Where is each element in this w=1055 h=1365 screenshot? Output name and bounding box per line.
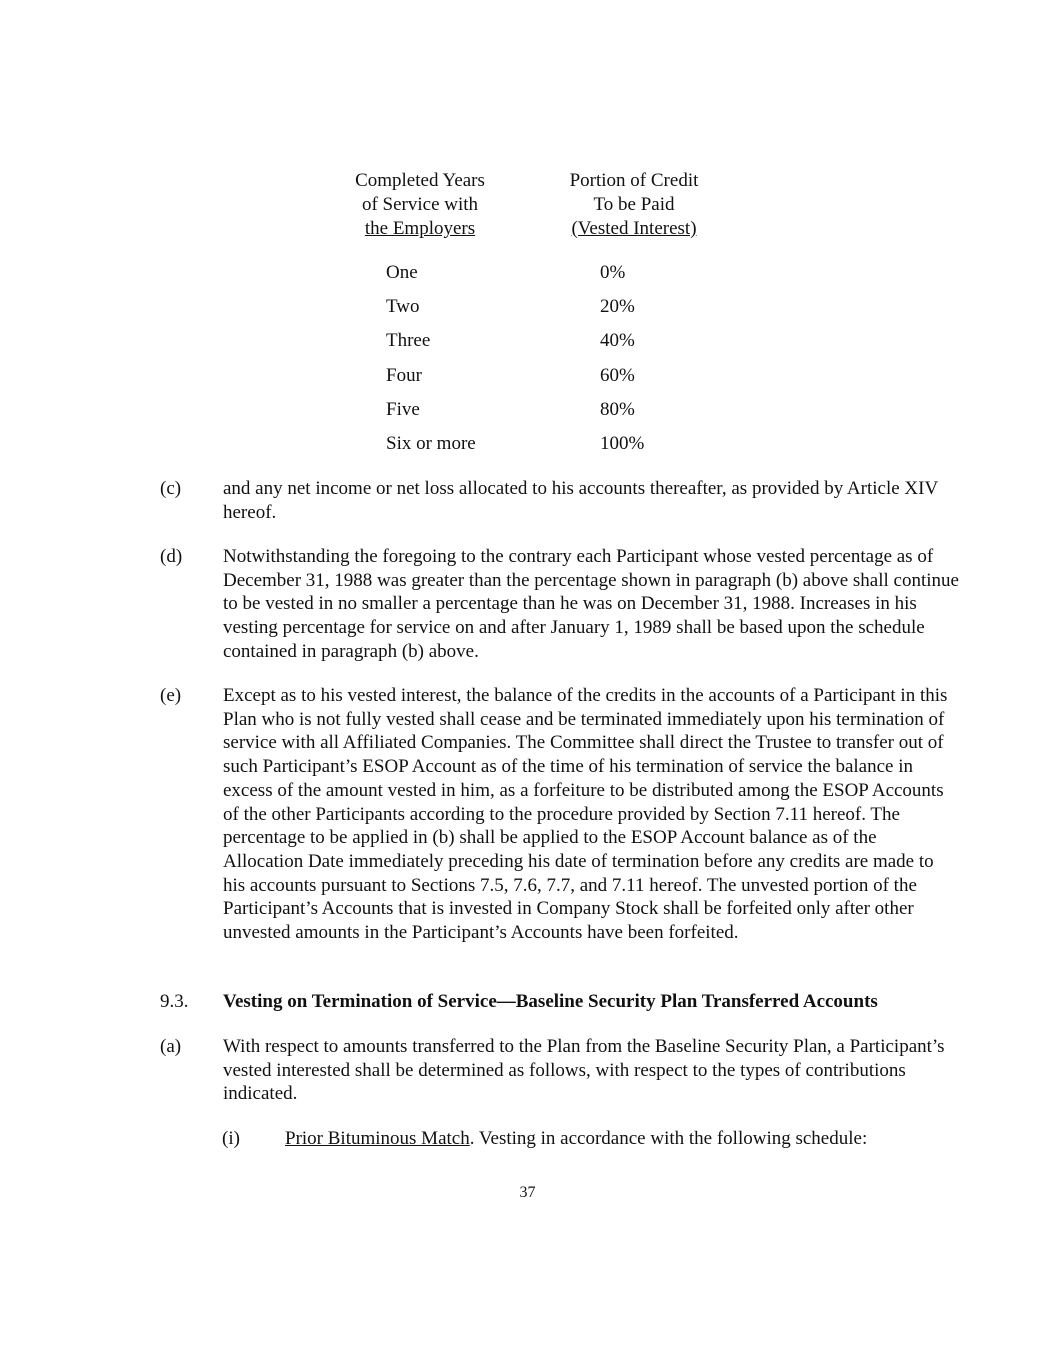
years-cell: Five [386,398,420,420]
percent-cell: 0% [600,262,626,283]
credit-header-line1: Portion of Credit [569,170,699,191]
section-number: 9.3. [160,991,189,1012]
paragraph-e [160,684,960,945]
vesting-table-body [330,256,750,461]
paragraph-d [160,545,960,664]
table-row [330,359,750,393]
table-row [330,393,750,427]
portion-of-credit-header [544,169,724,241]
section-9-3-heading [160,990,960,1014]
years-cell: Two [386,296,420,318]
paragraph-label: (a) [160,1036,182,1057]
years-header-line1: Completed Years [355,170,485,191]
years-header-line2: of Service with [361,194,479,215]
credit-header-line3: (Vested Interest) [571,218,697,239]
years-cell: Six or more [386,432,476,454]
subparagraph-label: (i) [222,1128,240,1149]
paragraph-text: With respect to amounts transferred to the Plan from the Baseline Security Plan, a Participant’s vested interested shall be determined as follows, with respect to the types of contributions indicated. [223,1036,945,1105]
vesting-schedule-table [330,169,750,461]
subparagraph-heading: Prior Bituminous Match [285,1128,470,1149]
paragraph-label: (e) [160,685,182,706]
subparagraph-i [222,1127,962,1151]
vesting-table-header [330,169,750,241]
paragraph-text: Notwithstanding the foregoing to the contrary each Participant whose vested percentage as of December 31, 1988 was greater than the percentage shown in paragraph (b) above shall continue to be vested in no smaller a percentage than he was on December 31, 1988. Increases in his vesting percentage for service on and after January 1, 1989 shall be based upon the schedule contained in paragraph (b) above. [223,546,959,662]
years-header-line3: the Employers [364,218,476,239]
paragraph-c [160,477,960,524]
paragraph-a [160,1035,960,1106]
percent-cell: 60% [600,364,635,386]
percent-cell: 40% [600,330,635,352]
section-title: Vesting on Termination of Service—Baseline Security Plan Transferred Accounts [223,991,878,1012]
table-row [330,324,750,358]
paragraph-label: (d) [160,546,183,567]
subparagraph-body: . Vesting in accordance with the following schedule: [469,1128,868,1149]
years-of-service-header [330,169,510,241]
table-row [330,427,750,461]
credit-header-line2: To be Paid [593,194,675,215]
percent-cell: 100% [600,432,645,454]
table-row [330,290,750,324]
table-row [330,256,750,290]
years-cell: Three [386,330,431,352]
paragraph-text: Except as to his vested interest, the balance of the credits in the accounts of a Participant in this Plan who is not fully vested shall cease and be terminated immediately upon his termination of service with all Affiliated Companies. The Committee shall direct the Trustee to transfer out of such Participant’s ESOP Account as of the time of his termination of service the balance in excess of the amount vested in him, as a forfeiture to be distributed among the ESOP Accounts of the other Participants according to the procedure provided by Section 7.11 hereof. The percentage to be applied in (b) shall be applied to the ESOP Account balance as of the Allocation Date immediately preceding his date of termination before any credits are made to his accounts pursuant to Sections 7.5, 7.6, 7.7, and 7.11 hereof. The unvested portion of the Participant’s Accounts that is invested in Company Stock shall be forfeited only after other unvested amounts in the Participant’s Accounts have been forfeited. [223,685,948,944]
paragraph-text: and any net income or net loss allocated to his accounts thereafter, as provided by Article XIV hereof. [223,478,938,523]
years-cell: Four [386,364,422,386]
page-number: 37 [519,1184,536,1201]
percent-cell: 20% [600,296,635,318]
years-cell: One [386,262,418,283]
subparagraph-text [285,1127,867,1151]
paragraph-label: (c) [160,478,182,499]
percent-cell: 80% [600,398,635,420]
